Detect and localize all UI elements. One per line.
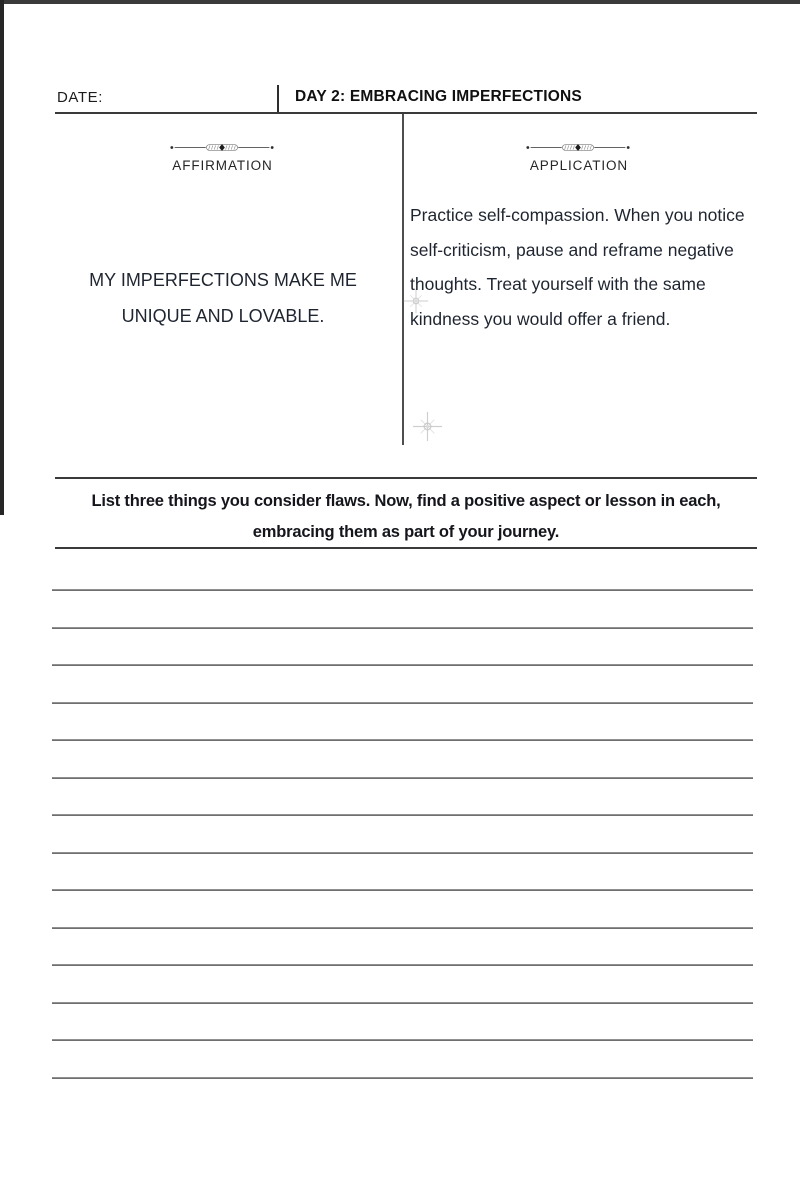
writing-line: [52, 889, 753, 891]
header-divider-line: [277, 85, 279, 113]
writing-line: [52, 1077, 753, 1079]
writing-line: [52, 964, 753, 966]
application-heading: APPLICATION: [529, 158, 629, 173]
application-text: Practice self-compassion. When you notice self-criticism, pause and reframe negative thoughts. Treat yourself with the same kindness you would offer a friend.: [410, 205, 745, 329]
writing-line: [52, 702, 753, 704]
writing-line: [52, 589, 753, 591]
header-underline: [55, 112, 757, 114]
prompt-bottom-rule: [55, 547, 757, 549]
affirmation-text: [58, 262, 388, 334]
writing-line: [52, 814, 753, 816]
exercise-prompt: [50, 486, 762, 548]
decorative-divider-icon: [169, 141, 275, 154]
prompt-top-rule: [55, 477, 757, 479]
page-title: DAY 2: EMBRACING IMPERFECTIONS: [295, 88, 582, 105]
writing-line: [52, 1039, 753, 1041]
exercise-prompt-line-1: List three things you consider flaws. Now, find a positive aspect or lesson in each,: [91, 492, 721, 510]
compass-sparkle-icon: [412, 411, 443, 442]
writing-line: [52, 927, 753, 929]
affirmation-line-2: UNIQUE AND LOVABLE.: [121, 306, 325, 326]
date-label: DATE:: [57, 89, 104, 106]
writing-line: [52, 739, 753, 741]
affirmation-heading: AFFIRMATION: [172, 158, 273, 173]
affirmation-line-1: MY IMPERFECTIONS MAKE ME: [89, 270, 357, 290]
page-left-border: [0, 0, 4, 515]
writing-line: [52, 777, 753, 779]
writing-line: [52, 852, 753, 854]
page-top-border: [0, 0, 800, 4]
exercise-prompt-line-2: embracing them as part of your journey.: [252, 523, 560, 541]
writing-line: [52, 664, 753, 666]
writing-line: [52, 627, 753, 629]
writing-line: [52, 1002, 753, 1004]
writing-lines: [52, 589, 753, 1114]
decorative-divider-icon: [525, 141, 631, 154]
